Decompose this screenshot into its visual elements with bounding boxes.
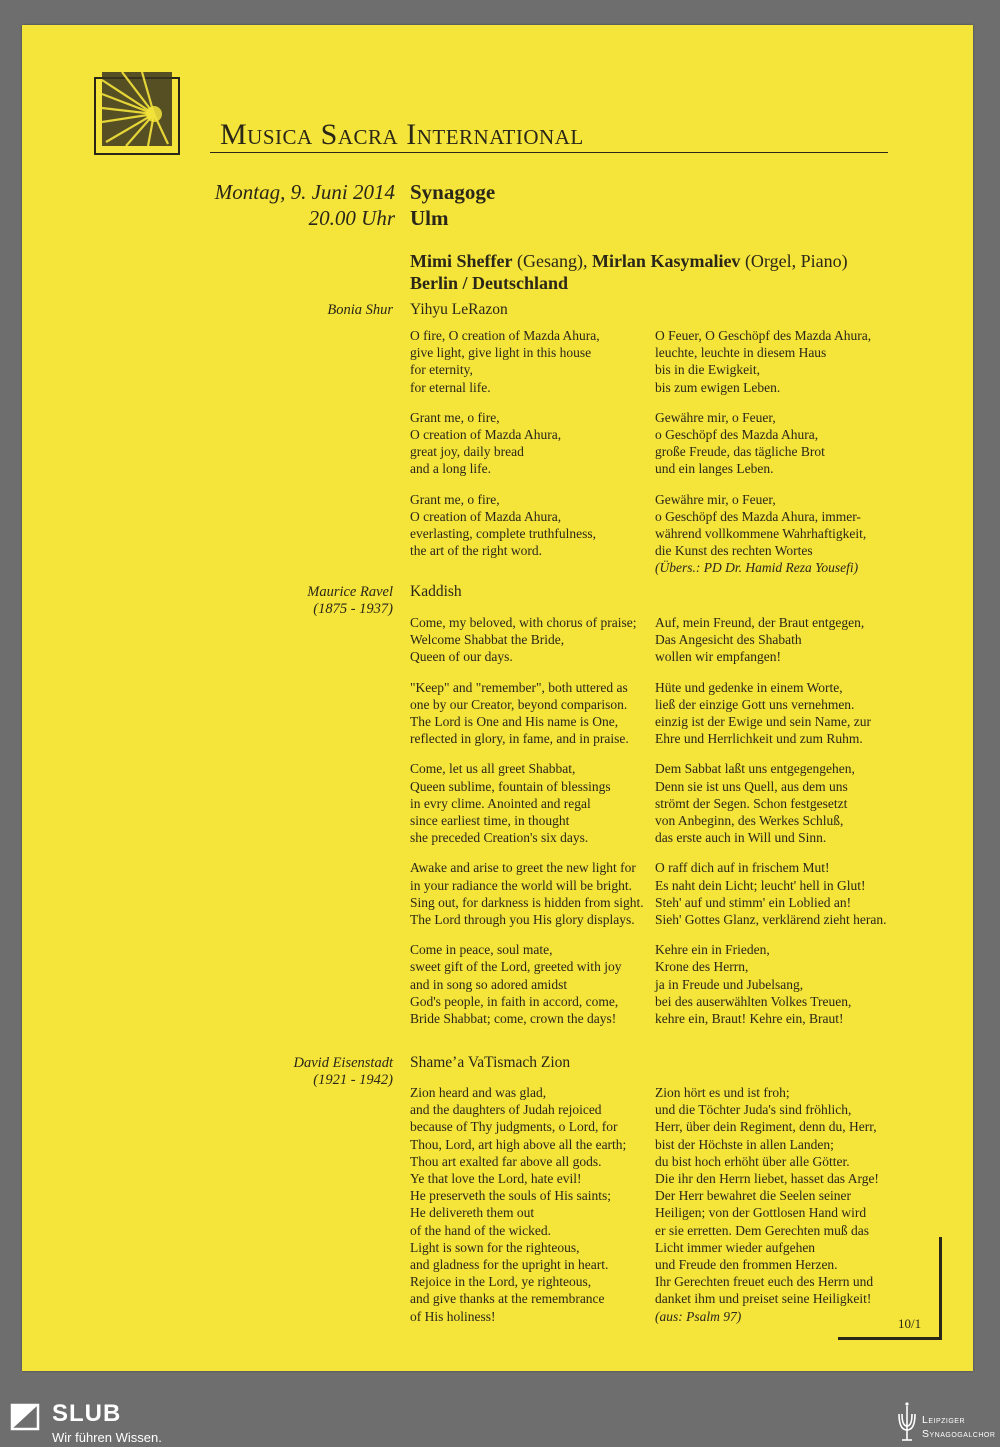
event-city: Ulm (410, 206, 449, 230)
piece-2-composer: Maurice Ravel (307, 584, 393, 600)
piece-2-title: Kaddish (410, 583, 462, 600)
stanza (655, 409, 871, 478)
verse-line: for eternal life. (410, 379, 491, 395)
verse-line: Gewähre mir, o Feuer, (655, 409, 776, 425)
corner-mark-horizontal (838, 1337, 942, 1340)
verse-line: Es naht dein Licht; leucht' hell in Glut! (655, 877, 866, 893)
verse-line: kehre ein, Braut! Kehre ein, Braut! (655, 1011, 844, 1027)
verse-line: Sieh' Gottes Glanz, verklärend zieht heran. (655, 912, 887, 928)
slub-logo-icon (10, 1403, 40, 1431)
verse-line: sweet gift of the Lord, greeted with joy (410, 959, 622, 975)
verse-line: The Lord through you His glory displays. (410, 912, 635, 928)
verse-line: die Kunst des rechten Wortes (655, 543, 813, 559)
verse-line: o Geschöpf des Mazda Ahura, immer- (655, 508, 861, 524)
verse-line: Denn sie ist uns Quell, aus dem uns (655, 778, 848, 794)
stanza (655, 941, 886, 1027)
verse-line: bis zum ewigen Leben. (655, 379, 781, 395)
verse-line: Come in peace, soul mate, (410, 942, 553, 958)
choir-name (922, 1413, 995, 1441)
verse-line: and the daughters of Judah rejoiced (410, 1102, 602, 1118)
verse-line: Thou, Lord, art high above all the earth; (410, 1136, 627, 1152)
verse-line: the art of the right word. (410, 543, 542, 559)
stanza (655, 614, 886, 666)
verse-line: und die Töchter Juda's sind fröhlich, (655, 1102, 852, 1118)
verse-line: Gewähre mir, o Feuer, (655, 491, 776, 507)
verse-line: ja in Freude und Jubelsang, (655, 976, 804, 992)
performers-line (410, 251, 848, 272)
verse-line: give light, give light in this house (410, 345, 592, 361)
verse-line: great joy, daily bread (410, 444, 524, 460)
verse-line: Sing out, for darkness is hidden from sight. (410, 894, 644, 910)
event-date: Montag, 9. Juni 2014 (214, 180, 395, 204)
stanza (655, 491, 871, 560)
verse-line: and gladness for the upright in heart. (410, 1257, 609, 1273)
verse-line: He preserveth the souls of His saints; (410, 1188, 611, 1204)
verse-line: bis in die Ewigkeit, (655, 362, 760, 378)
piece-2-german-text (655, 614, 886, 1040)
stanza (655, 679, 886, 748)
brand-title: Musica Sacra International (220, 118, 584, 151)
stanza (655, 327, 871, 396)
brand-divider (210, 152, 888, 153)
verse-line: das erste auch in Will und Sinn. (655, 830, 827, 846)
stanza (410, 1084, 626, 1325)
choir-name-line1: Leipziger (922, 1414, 966, 1426)
performers-origin: Berlin / Deutschland (410, 273, 569, 293)
verse-line: she preceded Creation's six days. (410, 830, 589, 846)
piece-3-years: (1921 - 1942) (313, 1072, 393, 1088)
verse-line: während vollkommene Wahrhaftigkeit, (655, 526, 867, 542)
verse-line: for eternity, (410, 362, 473, 378)
verse-line: since earliest time, in thought (410, 813, 570, 829)
verse-line: God's people, in faith in accord, come, (410, 993, 619, 1009)
event-time: 20.00 Uhr (308, 206, 395, 230)
verse-line: reflected in glory, in fame, and in praise. (410, 731, 629, 747)
verse-line: er sie erretten. Dem Gerechten muß das (655, 1222, 870, 1238)
piece-3-german-text (655, 1084, 879, 1325)
verse-line: von Anbeginn, des Werkes Schluß, (655, 813, 844, 829)
verse-line: bei des auserwählten Volkes Treuen, (655, 993, 852, 1009)
menorah-icon (896, 1400, 918, 1444)
translation-note: (Übers.: PD Dr. Hamid Reza Yousefi) (655, 560, 859, 576)
verse-line: of His holiness! (410, 1308, 496, 1324)
stanza (410, 614, 644, 666)
verse-line: Come, let us all greet Shabbat, (410, 761, 576, 777)
verse-line: Grant me, o fire, (410, 491, 500, 507)
event-venue: Synagoge (410, 180, 496, 204)
library-tagline: Wir führen Wissen. (52, 1430, 162, 1445)
piece-1-composer-block (327, 302, 393, 319)
verse-line: one by our Creator, beyond comparison. (410, 696, 628, 712)
verse-line: du bist hoch erhöht über alle Götter. (655, 1153, 850, 1169)
verse-line: everlasting, complete truthfulness, (410, 526, 596, 542)
verse-line: O Feuer, O Geschöpf des Mazda Ahura, (655, 328, 872, 343)
piece-1-composer: Bonia Shur (327, 302, 393, 318)
corner-mark-vertical (939, 1237, 942, 1340)
piece-3-title: Shame’a VaTismach Zion (410, 1054, 571, 1071)
verse-line: Queen sublime, fountain of blessings (410, 778, 611, 794)
verse-line: Ye that love the Lord, hate evil! (410, 1171, 582, 1187)
piece-3-english-text (410, 1084, 626, 1338)
verse-line: Dem Sabbat laßt uns entgegengehen, (655, 761, 855, 777)
piece-2-years: (1875 - 1937) (313, 601, 393, 617)
verse-line: Thou art exalted far above all gods. (410, 1153, 602, 1169)
musica-sacra-logo (92, 70, 184, 158)
verse-line: and give thanks at the remembrance (410, 1291, 605, 1307)
verse-line: O raff dich auf in frischem Mut! (655, 860, 830, 876)
verse-line: große Freude, das tägliche Brot (655, 444, 825, 460)
verse-line: wollen wir empfangen! (655, 649, 781, 665)
performer-1-role: (Gesang), (516, 251, 588, 271)
stanza (410, 679, 644, 748)
verse-line: Auf, mein Freund, der Braut entgegen, (655, 615, 865, 630)
piece-1-german-text (655, 327, 871, 577)
stanza (410, 760, 644, 846)
performer-2-name: Mirlan Kasymaliev (591, 251, 741, 271)
verse-line: Licht immer wieder aufgehen (655, 1239, 816, 1255)
stanza (410, 859, 644, 928)
library-name: SLUB (52, 1400, 122, 1427)
verse-line: O creation of Mazda Ahura, (410, 427, 562, 443)
stanza (655, 1084, 879, 1308)
performer-1-name: Mimi Sheffer (410, 251, 513, 271)
verse-line: strömt der Segen. Schon festgesetzt (655, 795, 848, 811)
verse-line: and a long life. (410, 461, 491, 477)
verse-line: Zion heard and was glad, (410, 1085, 547, 1100)
verse-line: Ihr Gerechten freuet euch des Herrn und (655, 1274, 874, 1290)
verse-line: Steh' auf und stimm' ein Loblied an! (655, 894, 852, 910)
translation-note: (aus: Psalm 97) (655, 1308, 742, 1324)
verse-line: Grant me, o fire, (410, 409, 500, 425)
verse-line: ließ der einzige Gott uns vernehmen. (655, 696, 855, 712)
stanza (410, 327, 600, 396)
verse-line: Kehre ein in Frieden, (655, 942, 770, 958)
verse-line: Herr, über dein Regiment, denn du, Herr, (655, 1119, 877, 1135)
verse-line: Ehre und Herrlichkeit und zum Ruhm. (655, 731, 863, 747)
verse-line: Zion hört es und ist froh; (655, 1085, 790, 1100)
verse-line: and in song so adored amidst (410, 976, 568, 992)
verse-line: leuchte, leuchte in diesem Haus (655, 345, 827, 361)
verse-line: und Freude den frommen Herzen. (655, 1257, 838, 1273)
verse-line: Bride Shabbat; come, crown the days! (410, 1011, 617, 1027)
stanza (410, 409, 600, 478)
piece-1-title: Yihyu LeRazon (410, 301, 508, 318)
piece-3-composer-block (294, 1055, 393, 1089)
piece-3-composer: David Eisenstadt (293, 1055, 393, 1071)
verse-line: einzig ist der Ewige und sein Name, zur (655, 714, 871, 730)
verse-line: Das Angesicht des Shabath (655, 632, 802, 648)
verse-line: danket ihm und preiset seine Heiligkeit! (655, 1291, 872, 1307)
verse-line: O creation of Mazda Ahura, (410, 508, 562, 524)
verse-line: in evry clime. Anointed and regal (410, 795, 591, 811)
stanza (655, 760, 886, 846)
piece-1-english-text (410, 327, 600, 572)
piece-2-composer-block (307, 584, 393, 618)
verse-line: Awake and arise to greet the new light for (410, 860, 636, 876)
verse-line: "Keep" and "remember", both uttered as (410, 679, 628, 695)
page-number: 10/1 (898, 1316, 922, 1331)
verse-line: Die ihr den Herrn liebet, hasset das Arge! (655, 1171, 879, 1187)
stanza (655, 859, 886, 928)
verse-line: Heiligen; von der Gottlosen Hand wird (655, 1205, 867, 1221)
verse-line: The Lord is One and His name is One, (410, 714, 619, 730)
verse-line: O fire, O creation of Mazda Ahura, (410, 328, 600, 343)
verse-line: o Geschöpf des Mazda Ahura, (655, 427, 819, 443)
verse-line: Rejoice in the Lord, ye righteous, (410, 1274, 592, 1290)
verse-line: in your radiance the world will be bright. (410, 877, 632, 893)
verse-line: und ein langes Leben. (655, 461, 774, 477)
verse-line: Queen of our days. (410, 649, 513, 665)
verse-line: because of Thy judgments, o Lord, for (410, 1119, 618, 1135)
verse-line: Come, my beloved, with chorus of praise; (410, 615, 637, 630)
choir-name-line2: Synagogalchor (922, 1428, 996, 1440)
performer-2-role: (Orgel, Piano) (744, 251, 848, 271)
verse-line: Hüte und gedenke in einem Worte, (655, 679, 843, 695)
verse-line: bist der Höchste in allen Landen; (655, 1136, 834, 1152)
verse-line: Krone des Herrn, (655, 959, 749, 975)
verse-line: Welcome Shabbat the Bride, (410, 632, 565, 648)
verse-line: Light is sown for the righteous, (410, 1239, 580, 1255)
piece-2-english-text (410, 614, 644, 1040)
verse-line: He delivereth them out (410, 1205, 535, 1221)
stanza (410, 491, 600, 560)
verse-line: Der Herr bewahret die Seelen seiner (655, 1188, 852, 1204)
verse-line: of the hand of the wicked. (410, 1222, 551, 1238)
stanza (410, 941, 644, 1027)
